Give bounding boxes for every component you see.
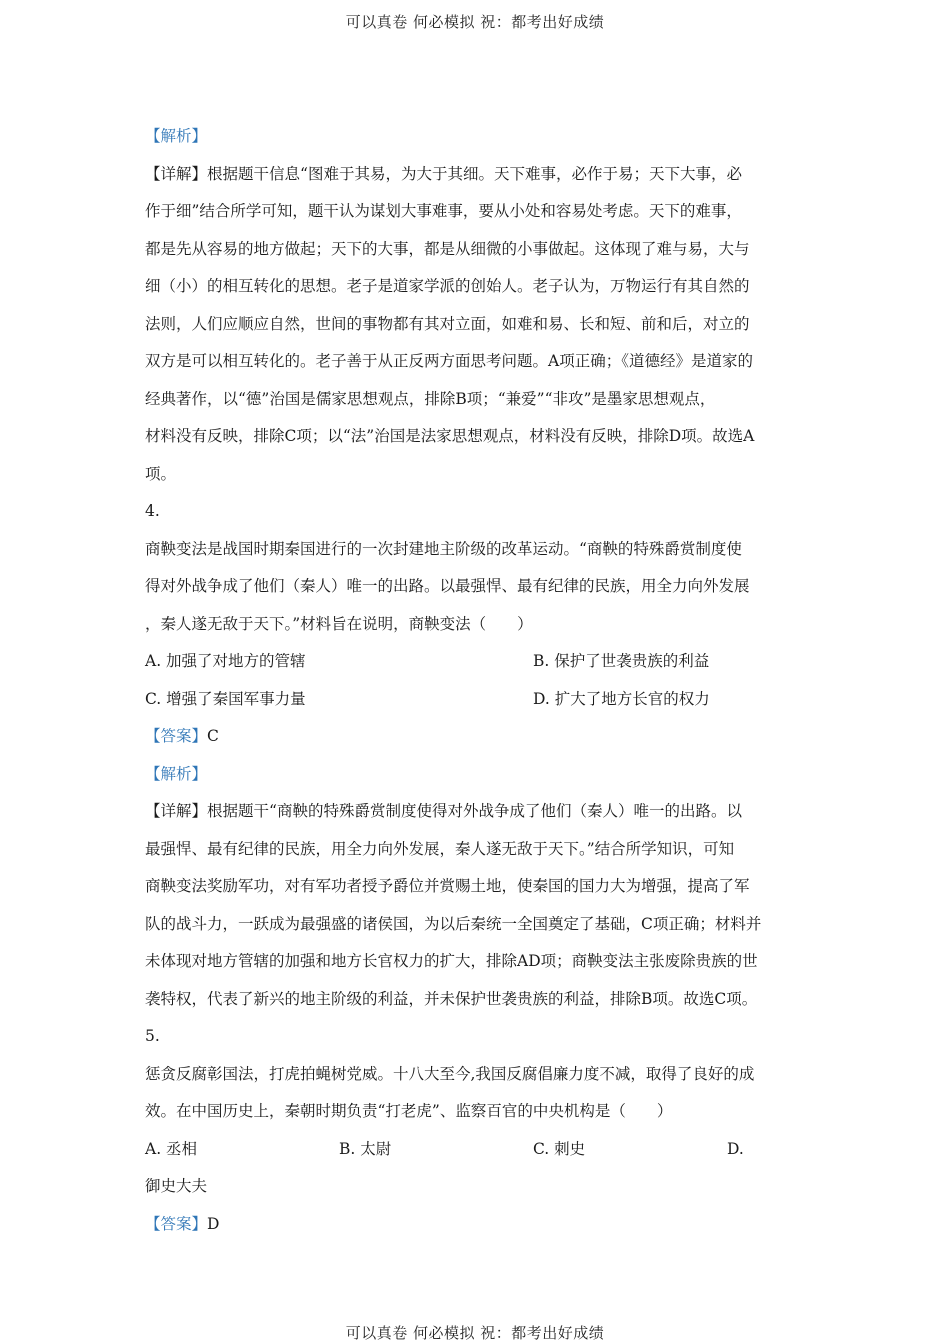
q5-answer-value: D [207,1214,220,1233]
q3-detail-tag: 【详解】 [145,164,208,183]
q5-number: 5. [145,1027,160,1045]
q3-detail-line-1: 作于细”结合所学可知，题干认为谋划大事难事，要从小处和容易处考虑。天下的难事， [145,202,742,220]
q4-stem-line-2: ，秦人遂无敌于天下。”材料旨在说明，商鞅变法（ ） [145,614,533,633]
q3-detail-line-7: 材料没有反映，排除C项；以“法”治国是法家思想观点，材料没有反映，排除D项。故选A [145,427,755,445]
q5-answer [145,1206,810,1244]
q4-option-c: C. 增强了秦国军事力量 [145,689,306,708]
q4-answer-tag: 【答案】 [145,727,208,745]
q5-stem-line-1: 效。在中国历史上，秦朝时期负责“打老虎”、监察百官的中央机构是（ ） [145,1102,673,1120]
q5-stem-line-0: 惩贪反腐彰国法，打虎拍蝇树党威。十八大至今,我国反腐倡廉力度不减，取得了良好的成 [145,1064,755,1083]
q5-option-b: B. 太尉 [339,1139,392,1158]
q3-detail-line-2: 都是先从容易的地方做起；天下的大事，都是从细微的小事做起。这体现了难与易，大与 [145,239,750,258]
q4-option-a: A. 加强了对地方的管辖 [145,652,306,670]
q5-option-c: C. 刺史 [533,1139,586,1158]
q4-answer-value: C [207,727,219,745]
q3-detail-line-4: 法则，人们应顺应自然，世间的事物都有其对立面，如难和易、长和短、前和后，对立的 [145,314,750,333]
q3-detail-line-5: 双方是可以相互转化的。老子善于从正反两方面思考问题。A项正确；《道德经》是道家的 [145,352,753,370]
q4-option-b: B. 保护了世袭贵族的利益 [533,652,710,670]
q5-answer-tag: 【答案】 [145,1214,208,1233]
q4-detail-tag: 【详解】 [145,802,208,820]
q4-options-row-2 [145,681,810,719]
q4-stem-line-0: 商鞅变法是战国时期秦国进行的一次封建地主阶级的改革运动。“商鞅的特殊爵赏制度使 [145,539,742,558]
q5-option-a: A. 丞相 [145,1139,198,1158]
q4-detail-line-0: 【详解】根据题干“商鞅的特殊爵赏制度使得对外战争成了他们（秦人）唯一的出路。以 [145,802,742,820]
q4-number: 4. [145,502,160,520]
q4-detail-line-5: 袭特权，代表了新兴的地主阶级的利益，并未保护世袭贵族的利益，排除B项。故选C项。 [145,989,758,1008]
q3-detail-line-3: 细（小）的相互转化的思想。老子是道家学派的创始人。老子认为，万物运行有其自然的 [145,277,750,295]
q3-detail-line-0: 【详解】根据题干信息“图难于其易，为大于其细。天下难事，必作于易；天下大事，必 [145,164,742,183]
q4-option-d: D. 扩大了地方长官的权力 [533,689,710,708]
q5-option-d-text: 御史大夫 [145,1177,208,1195]
q3-detail-line-6: 经典著作，以“德”治国是儒家思想观点，排除B项；“兼爱”“非攻”是墨家思想观点， [145,389,716,408]
q4-detail-line-1: 最强悍、最有纪律的民族，用全力向外发展，秦人遂无敌于天下。”结合所学知识，可知 [145,839,735,858]
q4-detail-line-2: 商鞅变法奖励军功，对有军功者授予爵位并赏赐土地，使秦国的国力大为增强，提高了军 [145,877,750,895]
q4-analysis-tag: 【解析】 [145,764,208,783]
q5-options-row [145,1131,810,1169]
q4-options-row-1 [145,643,810,681]
q4-detail-line-3: 队的战斗力，一跃成为最强盛的诸侯国，为以后秦统一全国奠定了基础，C项正确；材料并 [145,914,762,933]
q4-detail-line-4: 未体现对地方管辖的加强和地方长官权力的扩大，排除AD项；商鞅变法主张废除贵族的世 [145,952,758,970]
q4-stem-line-1: 得对外战争成了他们（秦人）唯一的出路。以最强悍、最有纪律的民族，用全力向外发展 [145,577,750,595]
page-footer: 可以真卷 何必模拟 祝：都考出好成绩 [345,1324,605,1342]
document-body [145,118,810,1243]
q5-option-d: D. [727,1139,744,1158]
q4-answer [145,718,810,756]
page-header: 可以真卷 何必模拟 祝：都考出好成绩 [345,13,605,31]
q3-detail-line-8: 项。 [145,464,177,483]
q3-analysis-tag: 【解析】 [145,127,208,145]
